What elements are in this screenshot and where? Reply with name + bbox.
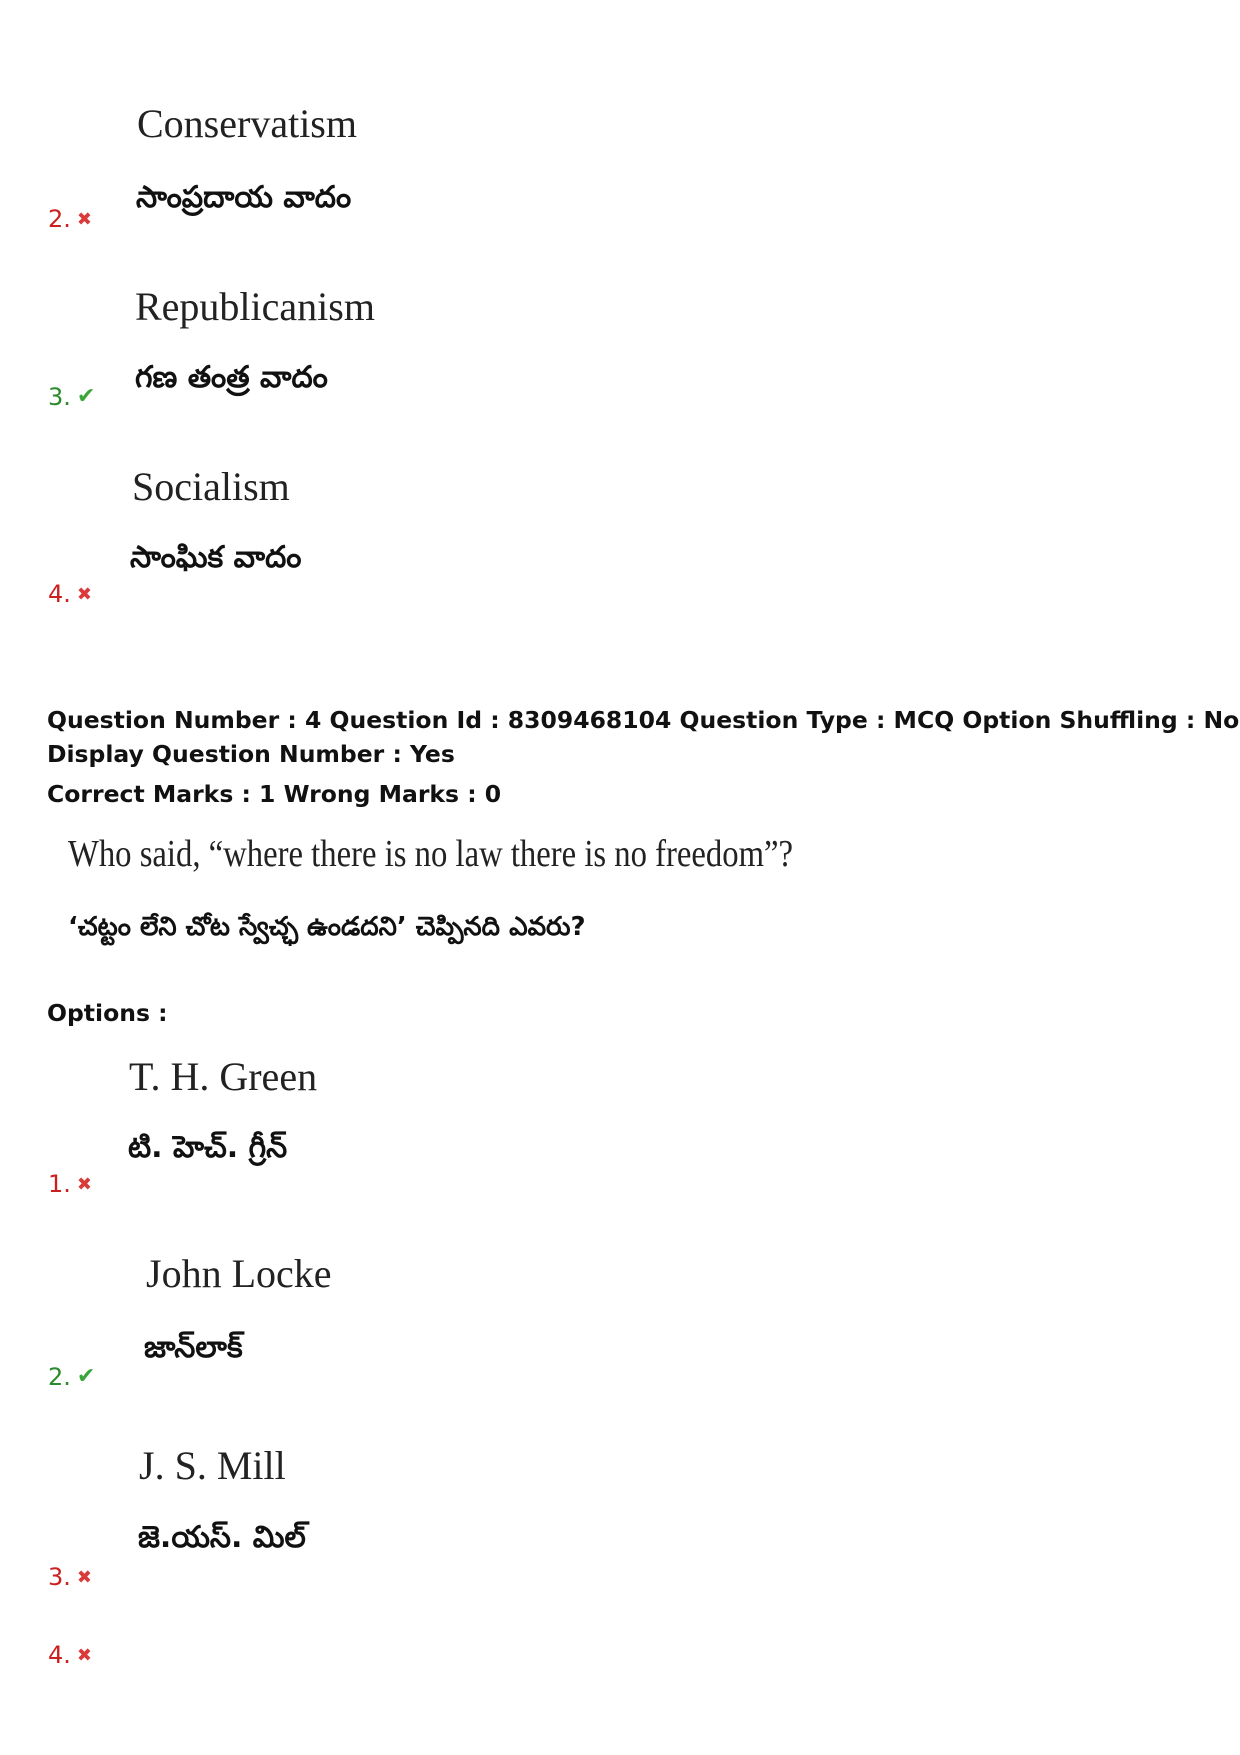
option-2-telugu: జాన్‌లాక్ <box>144 1330 243 1365</box>
option-number: 3. <box>48 383 71 411</box>
option-3-number <box>48 1563 92 1592</box>
option-number: 2. <box>48 1363 71 1391</box>
prev-option-4-telugu: సాంఘిక వాదం <box>130 540 302 575</box>
option-number: 3. <box>48 1563 71 1591</box>
check-icon: ✔ <box>76 1364 96 1389</box>
marks-line: Correct Marks : 1 Wrong Marks : 0 <box>47 780 502 808</box>
check-icon: ✔ <box>76 384 96 409</box>
prev-option-3-telugu: గణ తంత్ర వాదం <box>135 360 328 395</box>
option-number: 1. <box>48 1170 71 1198</box>
prev-option-3-number <box>48 383 95 411</box>
option-number: 2. <box>48 205 71 233</box>
prev-option-3-english: Republicanism <box>135 284 375 329</box>
option-1-telugu: టి. హెచ్. గ్రీన్ <box>128 1130 288 1165</box>
display-question-number: Display Question Number : Yes <box>47 740 455 768</box>
prev-option-4-number <box>48 580 92 609</box>
prev-option-2-telugu: సాంప్రదాయ వాదం <box>136 180 352 215</box>
prev-option-2-english: Conservatism <box>137 101 357 146</box>
option-2-english: John Locke <box>146 1251 332 1296</box>
option-2-number <box>48 1363 95 1391</box>
cross-icon: ✖ <box>76 584 92 605</box>
option-3-telugu: జె.యస్. మిల్ <box>138 1520 306 1555</box>
question-meta-line: Question Number : 4 Question Id : 8309468104 Question Type : MCQ Option Shuffling : No <box>47 706 1240 734</box>
question-text-english: Who said, “where there is no law there is no freedom”? <box>68 833 794 875</box>
prev-option-2-number <box>48 205 92 234</box>
option-3-english: J. S. Mill <box>139 1443 286 1488</box>
question-text-telugu: ‘చట్టం లేని చోట స్వేచ్ఛ ఉండదని’ చెప్పినది ఎవరు? <box>68 912 586 942</box>
option-number: 4. <box>48 1641 71 1669</box>
option-1-number <box>48 1170 92 1199</box>
cross-icon: ✖ <box>76 1567 92 1588</box>
option-4-number <box>48 1641 92 1670</box>
cross-icon: ✖ <box>76 1645 92 1666</box>
cross-icon: ✖ <box>76 1174 92 1195</box>
prev-option-4-english: Socialism <box>132 464 290 509</box>
option-1-english: T. H. Green <box>129 1054 318 1099</box>
cross-icon: ✖ <box>76 209 92 230</box>
option-number: 4. <box>48 580 71 608</box>
options-label: Options : <box>47 999 168 1027</box>
